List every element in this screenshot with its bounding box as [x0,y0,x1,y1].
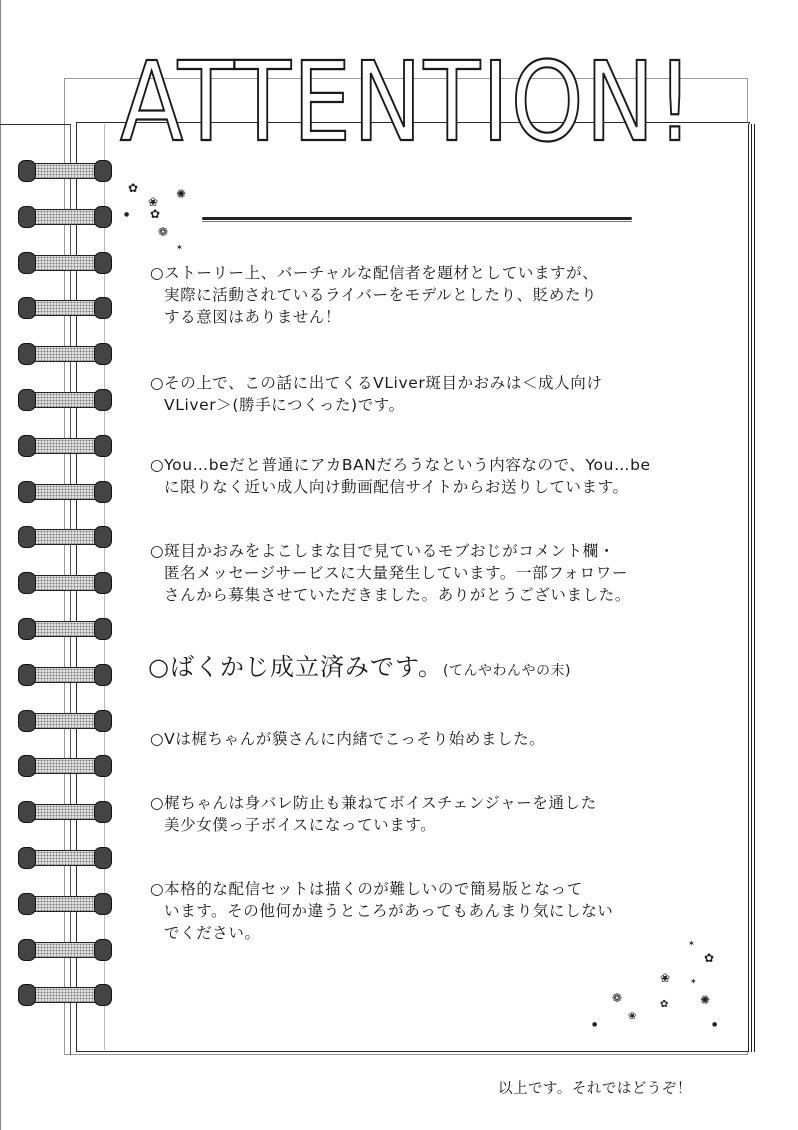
spiral-ring [18,984,112,1006]
spiral-ring [18,389,112,411]
note-line: ○ストーリー上、バーチャルな配信者を題材としていますが、 [150,264,599,282]
spiral-ring [18,939,112,961]
note-line: する意図はありません！ [164,308,342,326]
spiral-ring [18,755,112,777]
spiral-ring [18,801,112,823]
title-underline [202,217,632,220]
flower-icon: ✿ [660,999,669,1010]
spiral-ring [18,664,112,686]
spiral-ring [18,526,112,548]
note-highlight-main: ○ばくかじ成立済みです。 [148,653,444,681]
note-item [150,454,651,498]
note-line: に限りなく近い成人向け動画配信サイトからお送りしています。 [164,478,629,496]
note-line: ○Vは梶ちゃんが貘さんに内緒でこっそり始めました。 [150,730,546,748]
note-item [150,540,631,606]
sparkle-icon: ✺ [700,993,711,1007]
spiral-ring [18,481,112,503]
flower-icon: ✿ [128,181,139,195]
note-line: でください。 [164,924,261,942]
dot-icon: ● [712,1021,718,1028]
note-line: 匿名メッセージサービスに大量発生しています。一部フォロワー [164,564,628,582]
note-item [150,792,597,836]
flower-icon: ❁ [612,991,623,1005]
note-line: ○梶ちゃんは身バレ防止も兼ねてボイスチェンジャーを通した [150,794,597,812]
note-line: ○You…beだと普通にアカBANだろうなという内容なので、You…be [150,456,651,474]
note-line: います。その他何か違うところがあってもあんまり気にしない [164,902,614,920]
flower-icon: ❀ [628,1011,637,1022]
note-item [150,728,545,750]
flower-icon: ✿ [150,207,161,221]
closing-line: 以上です。それではどうぞ！ [498,1081,692,1097]
note-item-highlight [148,652,571,686]
spiral-ring [18,297,112,319]
spiral-ring [18,710,112,732]
star-icon: ✶ [688,939,695,948]
spiral-ring [18,160,112,182]
title-underline-shadow [202,221,632,222]
spiral-ring [18,618,112,640]
flower-icon: ❀ [660,971,671,985]
star-icon: ✶ [176,243,183,252]
spiral-ring [18,435,112,457]
note-item [150,372,602,416]
note-item [150,262,598,328]
note-line: 実際に活動されているライバーをモデルとしたり、貶めたり [164,286,598,304]
note-item [150,878,613,944]
flower-icon: ❀ [148,195,159,209]
spiral-ring [18,252,112,274]
spiral-ring [18,343,112,365]
flower-icon: ❁ [158,225,169,239]
star-icon: ✶ [690,977,697,986]
title-lettering [112,40,712,170]
dot-icon: ● [592,1021,598,1028]
note-line: 美少女僕っ子ボイスになっています。 [164,816,437,834]
dot-icon: ● [124,211,130,218]
spiral-ring [18,206,112,228]
spiral-ring [18,893,112,915]
sparkle-icon: ✺ [176,187,187,201]
spiral-binding [18,160,112,1020]
note-line: さんから募集させていただきました。ありがとうございました。 [164,586,631,604]
note-highlight-aside: (てんやわんやの末) [443,663,571,679]
flower-icon: ✿ [704,951,715,965]
page-stack-edge [748,124,756,1052]
note-line: ○その上で、この話に出てくるVLiver斑目かおみは＜成人向け [150,374,603,392]
spiral-ring [18,847,112,869]
note-line: VLiver＞(勝手につくった)です。 [164,396,405,414]
note-line: ○本格的な配信セットは描くのが難しいので簡易版となって [150,880,583,898]
note-line: ○斑目かおみをよこしまな目で見ているモブおじがコメント欄・ [150,542,615,560]
spiral-ring [18,572,112,594]
title-text: ATTENTION! [120,38,695,166]
